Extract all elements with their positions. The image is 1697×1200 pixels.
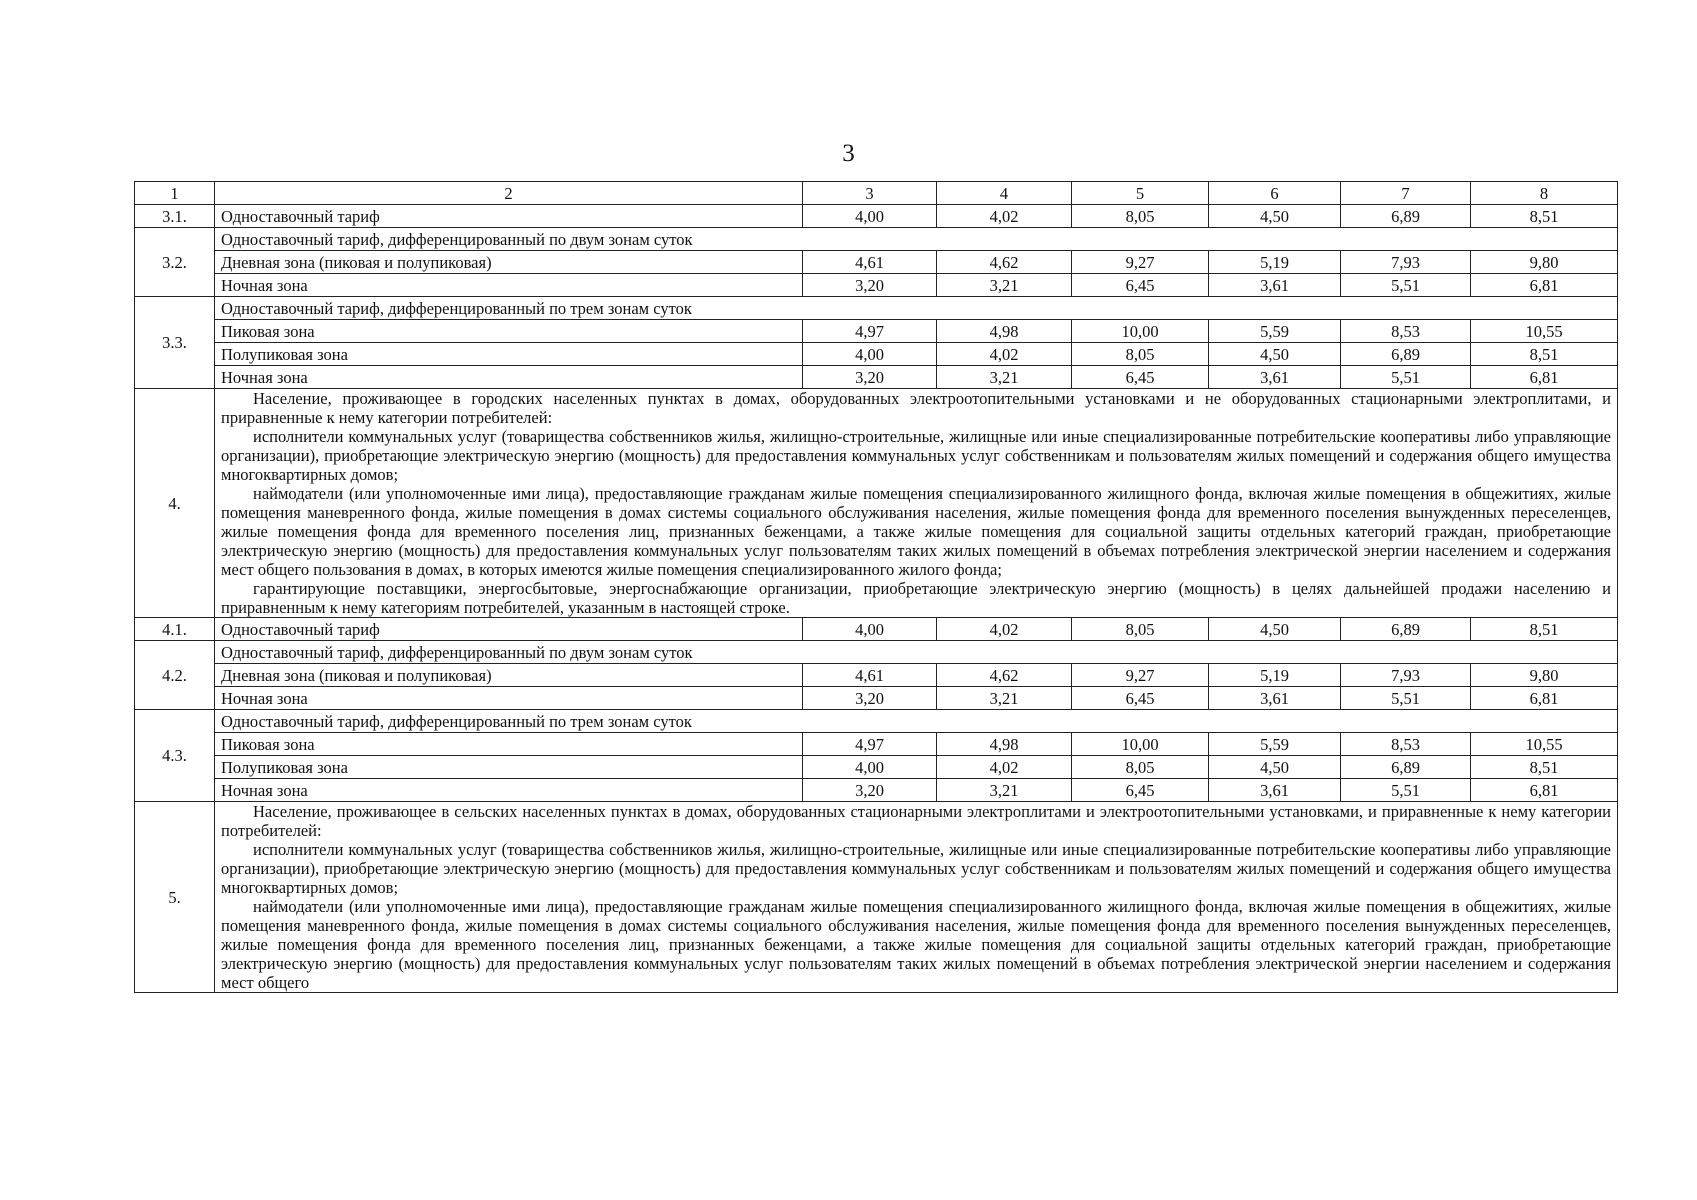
zone-label: Полупиковая зона [215, 343, 803, 366]
header-row [135, 182, 1618, 205]
value-cell: 4,50 [1209, 756, 1341, 779]
description-paragraph: исполнители коммунальных услуг (товарищества собственников жилья, жилищно-строительные, жилищные или иные специализированные потребительские кооперативы либо управляющие организации), приобретающие электрическую энергию (мощность) для предоставления коммунальных услуг собственникам и пользователям жилых помещений и содержания общего имущества многоквартирных домов; [221, 840, 1611, 897]
column-header: 7 [1341, 182, 1471, 205]
value-cell: 4,02 [937, 205, 1072, 228]
table-row [135, 343, 1618, 366]
tariff-label: Одноставочный тариф [215, 205, 803, 228]
value-cell: 8,05 [1072, 756, 1209, 779]
value-cell: 4,02 [937, 343, 1072, 366]
zone-label: Ночная зона [215, 274, 803, 297]
value-cell: 9,80 [1471, 251, 1618, 274]
tariff-label: Одноставочный тариф [215, 618, 803, 641]
value-cell: 5,51 [1341, 274, 1471, 297]
table-row [135, 205, 1618, 228]
value-cell: 4,00 [803, 343, 937, 366]
value-cell: 5,19 [1209, 251, 1341, 274]
description-paragraph: гарантирующие поставщики, энергосбытовые, энергоснабжающие организации, приобретающие электрическую энергию (мощность) в целях дальнейшей продажи населению и приравненным к нему категориям потребителей, указанным в настоящей строке. [221, 579, 1611, 617]
row-number: 4. [135, 389, 215, 618]
value-cell: 5,59 [1209, 733, 1341, 756]
value-cell: 3,20 [803, 779, 937, 802]
column-header: 5 [1072, 182, 1209, 205]
row-number: 4.2. [135, 641, 215, 710]
table-row [135, 641, 1618, 664]
value-cell: 4,02 [937, 618, 1072, 641]
row-number: 3.2. [135, 228, 215, 297]
value-cell: 9,80 [1471, 664, 1618, 687]
zone-label: Дневная зона (пиковая и полупиковая) [215, 251, 803, 274]
page-number: 3 [842, 140, 855, 167]
value-cell: 3,61 [1209, 366, 1341, 389]
table-row [135, 320, 1618, 343]
table-row [135, 802, 1618, 993]
value-cell: 5,51 [1341, 687, 1471, 710]
value-cell: 3,20 [803, 274, 937, 297]
zone-label: Дневная зона (пиковая и полупиковая) [215, 664, 803, 687]
description-paragraph: наймодатели (или уполномоченные ими лица), предоставляющие гражданам жилые помещения специализированного жилищного фонда, включая жилые помещения в общежитиях, жилые помещения маневренного фонда, жилые помещения в домах системы социального обслуживания населения, жилые помещения фонда для временного поселения вынужденных переселенцев, жилые помещения фонда для временного поселения лиц, признанных беженцами, а также жилые помещения для социальной защиты отдельных категорий граждан, приобретающие электрическую энергию (мощность) для предоставления коммунальных услуг пользователям таких жилых помещений в объемах потребления электрической энергии населением и содержания мест общего пользования в домах, в которых имеются жилые помещения специализированного жилого фонда; [221, 484, 1611, 579]
table-row [135, 618, 1618, 641]
value-cell: 3,61 [1209, 274, 1341, 297]
table-row [135, 687, 1618, 710]
value-cell: 6,81 [1471, 779, 1618, 802]
value-cell: 6,81 [1471, 274, 1618, 297]
value-cell: 6,81 [1471, 687, 1618, 710]
column-header: 4 [937, 182, 1072, 205]
row-number: 3.1. [135, 205, 215, 228]
value-cell: 8,53 [1341, 733, 1471, 756]
zone-label: Ночная зона [215, 779, 803, 802]
value-cell: 8,51 [1471, 756, 1618, 779]
row-number: 4.3. [135, 710, 215, 802]
value-cell: 10,55 [1471, 733, 1618, 756]
value-cell: 7,93 [1341, 664, 1471, 687]
column-header: 6 [1209, 182, 1341, 205]
value-cell: 6,45 [1072, 687, 1209, 710]
zone-label: Полупиковая зона [215, 756, 803, 779]
value-cell: 3,61 [1209, 687, 1341, 710]
tariff-group-title: Одноставочный тариф, дифференцированный по трем зонам суток [215, 710, 1618, 733]
table-row [135, 389, 1618, 618]
description-paragraph: исполнители коммунальных услуг (товарищества собственников жилья, жилищно-строительные, жилищные или иные специализированные потребительские кооперативы либо управляющие организации), приобретающие электрическую энергию (мощность) для предоставления коммунальных услуг собственникам и пользователям жилых помещений и содержания общего имущества многоквартирных домов; [221, 427, 1611, 484]
row-number: 3.3. [135, 297, 215, 389]
table-row [135, 251, 1618, 274]
tariff-group-title: Одноставочный тариф, дифференцированный по двум зонам суток [215, 228, 1618, 251]
value-cell: 7,93 [1341, 251, 1471, 274]
value-cell: 10,00 [1072, 320, 1209, 343]
value-cell: 8,05 [1072, 618, 1209, 641]
zone-label: Пиковая зона [215, 320, 803, 343]
value-cell: 6,89 [1341, 618, 1471, 641]
table-row [135, 664, 1618, 687]
value-cell: 3,21 [937, 779, 1072, 802]
value-cell: 8,51 [1471, 343, 1618, 366]
zone-label: Ночная зона [215, 366, 803, 389]
value-cell: 5,51 [1341, 366, 1471, 389]
column-header: 3 [803, 182, 937, 205]
value-cell: 3,21 [937, 687, 1072, 710]
value-cell: 9,27 [1072, 251, 1209, 274]
column-header: 8 [1471, 182, 1618, 205]
table-row [135, 779, 1618, 802]
row-number: 5. [135, 802, 215, 993]
value-cell: 3,21 [937, 366, 1072, 389]
value-cell: 4,00 [803, 756, 937, 779]
value-cell: 4,50 [1209, 618, 1341, 641]
value-cell: 4,98 [937, 733, 1072, 756]
value-cell: 8,51 [1471, 618, 1618, 641]
consumer-category-description [215, 389, 1618, 618]
consumer-category-description [215, 802, 1618, 993]
value-cell: 5,51 [1341, 779, 1471, 802]
table-row [135, 756, 1618, 779]
value-cell: 6,89 [1341, 205, 1471, 228]
value-cell: 4,62 [937, 664, 1072, 687]
value-cell: 4,00 [803, 618, 937, 641]
value-cell: 6,45 [1072, 779, 1209, 802]
table-row [135, 228, 1618, 251]
column-header: 1 [135, 182, 215, 205]
zone-label: Ночная зона [215, 687, 803, 710]
value-cell: 4,61 [803, 251, 937, 274]
value-cell: 6,45 [1072, 366, 1209, 389]
value-cell: 3,20 [803, 687, 937, 710]
value-cell: 4,97 [803, 320, 937, 343]
table-row [135, 366, 1618, 389]
value-cell: 4,50 [1209, 343, 1341, 366]
value-cell: 4,62 [937, 251, 1072, 274]
value-cell: 6,81 [1471, 366, 1618, 389]
value-cell: 5,19 [1209, 664, 1341, 687]
value-cell: 4,98 [937, 320, 1072, 343]
zone-label: Пиковая зона [215, 733, 803, 756]
value-cell: 10,00 [1072, 733, 1209, 756]
value-cell: 4,02 [937, 756, 1072, 779]
value-cell: 8,53 [1341, 320, 1471, 343]
value-cell: 4,97 [803, 733, 937, 756]
row-number: 4.1. [135, 618, 215, 641]
description-paragraph: Население, проживающее в городских населенных пунктах в домах, оборудованных электроотопительными установками и не оборудованных стационарными электроплитами, и приравненные к нему категории потребителей: [221, 389, 1611, 427]
table-row [135, 733, 1618, 756]
description-paragraph: наймодатели (или уполномоченные ими лица), предоставляющие гражданам жилые помещения специализированного жилищного фонда, включая жилые помещения в общежитиях, жилые помещения маневренного фонда, жилые помещения в домах системы социального обслуживания населения, жилые помещения фонда для временного поселения вынужденных переселенцев, жилые помещения фонда для временного поселения лиц, признанных беженцами, а также жилые помещения для социальной защиты отдельных категорий граждан, приобретающие электрическую энергию (мощность) для предоставления коммунальных услуг пользователям таких жилых помещений в объемах потребления электрической энергии населением и содержания мест общего [221, 897, 1611, 992]
value-cell: 10,55 [1471, 320, 1618, 343]
value-cell: 8,05 [1072, 343, 1209, 366]
value-cell: 5,59 [1209, 320, 1341, 343]
table-row [135, 274, 1618, 297]
column-header: 2 [215, 182, 803, 205]
value-cell: 3,21 [937, 274, 1072, 297]
tariff-group-title: Одноставочный тариф, дифференцированный по двум зонам суток [215, 641, 1618, 664]
value-cell: 4,00 [803, 205, 937, 228]
value-cell: 6,89 [1341, 343, 1471, 366]
table-row [135, 710, 1618, 733]
value-cell: 3,61 [1209, 779, 1341, 802]
value-cell: 9,27 [1072, 664, 1209, 687]
tariff-table [134, 181, 1618, 993]
value-cell: 8,51 [1471, 205, 1618, 228]
tariff-group-title: Одноставочный тариф, дифференцированный по трем зонам суток [215, 297, 1618, 320]
value-cell: 4,61 [803, 664, 937, 687]
value-cell: 4,50 [1209, 205, 1341, 228]
value-cell: 6,89 [1341, 756, 1471, 779]
value-cell: 3,20 [803, 366, 937, 389]
value-cell: 6,45 [1072, 274, 1209, 297]
value-cell: 8,05 [1072, 205, 1209, 228]
description-paragraph: Население, проживающее в сельских населенных пунктах в домах, оборудованных стационарными электроплитами и электроотопительными установками, и приравненные к нему категории потребителей: [221, 802, 1611, 840]
table-row [135, 297, 1618, 320]
